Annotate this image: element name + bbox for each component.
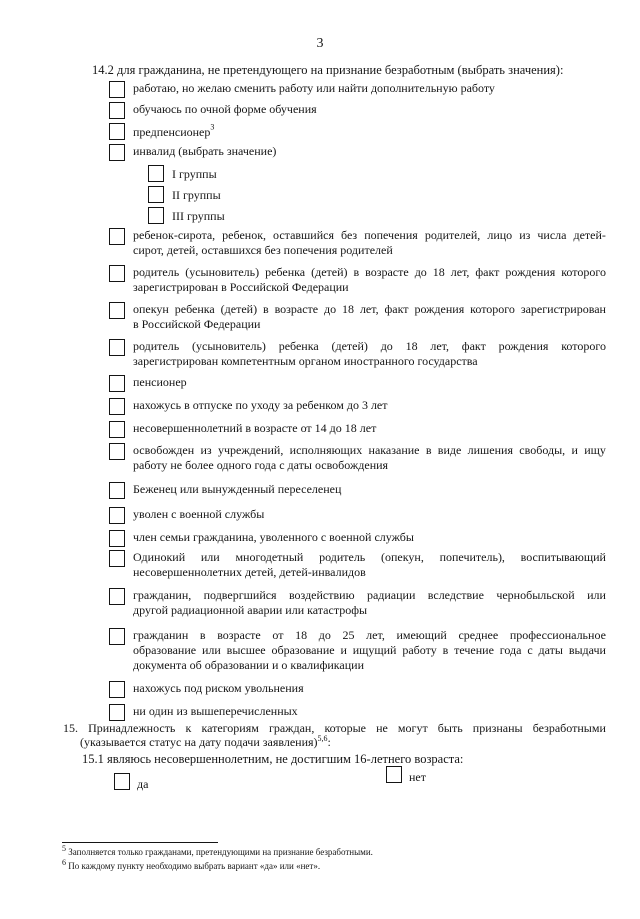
- option-line: [133, 443, 606, 458]
- word: среднее: [458, 628, 499, 642]
- option-checkbox[interactable]: [109, 144, 125, 161]
- word: лишения: [467, 443, 513, 457]
- option-checkbox[interactable]: [109, 375, 125, 392]
- footnote-ref: 3: [210, 122, 215, 132]
- footnote-6-text: По каждому пункту необходимо выбрать вариант «да» или «нет».: [68, 861, 321, 871]
- word: родитель: [133, 265, 180, 279]
- option-text: [133, 81, 606, 96]
- word: и: [340, 643, 347, 657]
- footnote-6-mark: 6: [62, 858, 66, 867]
- word: из: [519, 228, 531, 242]
- option-text: [133, 588, 606, 618]
- word: или: [587, 588, 606, 602]
- word: многодетный: [235, 550, 304, 564]
- word: возрасте: [274, 302, 319, 316]
- word: ищущий: [352, 643, 397, 657]
- word: числа: [537, 228, 567, 242]
- word: образование: [271, 643, 335, 657]
- word: 18: [432, 265, 445, 279]
- option-line: документа об образовании и о квалификации: [133, 658, 365, 672]
- word: чернобыльской: [496, 588, 575, 602]
- option-text: [133, 482, 606, 497]
- option-line: уволен с военной службы: [133, 507, 265, 521]
- word: профессиональное: [509, 628, 606, 642]
- word: года: [499, 643, 522, 657]
- word: образование: [133, 643, 197, 657]
- word: быть: [437, 721, 463, 735]
- word: рождения: [505, 265, 556, 279]
- word: воспитывающий: [520, 550, 606, 564]
- word: категориям: [201, 721, 259, 735]
- word: работу: [402, 643, 437, 657]
- option-text: [133, 507, 606, 522]
- option-checkbox[interactable]: [148, 186, 164, 203]
- word: признаны: [472, 721, 523, 735]
- option-checkbox[interactable]: [109, 681, 125, 698]
- option-line: Беженец или вынужденный переселенец: [133, 482, 342, 496]
- word: факт: [475, 265, 500, 279]
- option-text: [133, 421, 606, 436]
- option-checkbox[interactable]: [109, 704, 125, 721]
- option-checkbox[interactable]: [109, 302, 125, 319]
- option-line: нахожусь под риском увольнения: [133, 681, 304, 695]
- word: от: [272, 628, 284, 642]
- footnote-ref-5-6: 5,6: [317, 734, 328, 743]
- option-line: [133, 339, 606, 354]
- word: 25: [342, 628, 355, 642]
- option-line: ни один из вышеперечисленных: [133, 704, 298, 718]
- section-15-word-1: 15.: [63, 721, 78, 735]
- word: свободы,: [519, 443, 566, 457]
- option-checkbox[interactable]: [109, 550, 125, 567]
- option-text: [133, 628, 606, 673]
- word: рождения: [498, 339, 549, 353]
- option-checkbox[interactable]: [109, 265, 125, 282]
- option-line: [133, 265, 606, 280]
- option-checkbox[interactable]: [109, 628, 125, 645]
- option-line: [133, 643, 606, 658]
- option-line: пенсионер: [133, 375, 187, 389]
- word: радиации: [366, 588, 416, 602]
- option-line: [133, 302, 606, 317]
- option-text: [133, 228, 606, 258]
- word: лет,: [359, 302, 379, 316]
- word: с: [527, 643, 533, 657]
- word: до: [318, 628, 331, 642]
- option-line: зарегистрирован в Российской Федерации: [133, 280, 349, 294]
- word: наказание: [368, 443, 420, 457]
- option-checkbox[interactable]: [109, 421, 125, 438]
- option-text: [133, 681, 606, 696]
- word: в: [262, 302, 269, 316]
- option-line: [133, 228, 606, 243]
- footnote-5-mark: 5: [62, 844, 66, 853]
- footnote-5: [62, 844, 373, 858]
- word: выдачи: [568, 643, 606, 657]
- word: ребенка: [265, 265, 306, 279]
- option-line: несовершеннолетний в возрасте от 14 до 18 лет: [133, 421, 377, 435]
- option-checkbox[interactable]: [109, 339, 125, 356]
- footnote-5-text: Заполняется только гражданами, претендующими на признание безработными.: [68, 847, 373, 857]
- word: 18: [295, 628, 308, 642]
- word: или: [201, 643, 221, 657]
- option-checkbox[interactable]: [148, 207, 164, 224]
- word: ребенок,: [222, 228, 267, 242]
- word: 18: [405, 339, 418, 353]
- word: возрасте: [365, 265, 409, 279]
- option-line: член семьи гражданина, уволенного с военной службы: [133, 530, 414, 544]
- word: родитель: [319, 550, 366, 564]
- word: попечитель),: [439, 550, 505, 564]
- word: или: [200, 550, 220, 564]
- option-line: нахожусь в отпуске по уходу за ребенком до 3 лет: [133, 398, 388, 412]
- option-text: [172, 188, 606, 203]
- question-15-1: 15.1 являюсь несовершеннолетним, не достигшим 16-летнего возраста:: [82, 752, 464, 766]
- word: безработными: [532, 721, 606, 735]
- option-checkbox[interactable]: [109, 228, 125, 245]
- page-number: 3: [316, 36, 324, 51]
- word: детей-: [573, 228, 606, 242]
- word: не: [376, 721, 388, 735]
- option-line: предпенсионер: [133, 125, 211, 139]
- word: вследствие: [427, 588, 484, 602]
- option-text: [133, 375, 606, 390]
- word: лицо: [487, 228, 513, 242]
- option-line: III группы: [172, 209, 225, 223]
- word: (детей): [220, 302, 258, 316]
- option-checkbox[interactable]: [109, 102, 125, 119]
- word: подвергшийся: [203, 588, 277, 602]
- option-line: зарегистрирован компетентным органом иностранного государства: [133, 354, 478, 368]
- option-checkbox[interactable]: [148, 165, 164, 182]
- option-line: обучаюсь по очной форме обучения: [133, 102, 317, 116]
- option-line: [133, 588, 606, 603]
- word: до: [380, 339, 393, 353]
- word: течение: [454, 643, 494, 657]
- section-15-line2-text: (указывается статус на дату подачи заявления): [80, 735, 318, 749]
- option-line: другой радиационной аварии или катастрофы: [133, 603, 368, 617]
- word: (опекун,: [381, 550, 424, 564]
- word: опекун: [133, 302, 169, 316]
- word: в: [199, 628, 206, 642]
- option-line: несовершеннолетних детей, детей-инвалидов: [133, 565, 366, 579]
- word: до: [324, 302, 337, 316]
- word: к: [185, 721, 192, 735]
- option-text: [133, 398, 606, 413]
- option-text: [133, 704, 606, 719]
- option-text: [133, 550, 606, 580]
- word: исполняющих: [289, 443, 363, 457]
- section-15-line2: [80, 735, 331, 750]
- word: 18: [342, 302, 355, 316]
- word: гражданин: [133, 628, 189, 642]
- option-text: [133, 302, 606, 332]
- option-checkbox[interactable]: [109, 123, 125, 140]
- option-checkbox[interactable]: [109, 81, 125, 98]
- word: ребенок-сирота,: [133, 228, 216, 242]
- word: родитель: [133, 339, 180, 353]
- word: которые: [324, 721, 366, 735]
- option-text: [172, 209, 606, 224]
- word: оставшийся: [273, 228, 334, 242]
- section-15-line2-colon: :: [327, 735, 331, 749]
- option-line: II группы: [172, 188, 221, 202]
- option-line: инвалид (выбрать значение): [133, 144, 277, 158]
- option-checkbox[interactable]: [109, 398, 125, 415]
- word: (детей): [331, 339, 368, 353]
- option-checkbox[interactable]: [109, 588, 125, 605]
- word: и: [571, 443, 578, 457]
- word: воздействию: [288, 588, 355, 602]
- option-line: I группы: [172, 167, 217, 181]
- option-text: [133, 144, 606, 159]
- option-text: [172, 167, 606, 182]
- footnote-6: [62, 858, 321, 872]
- word: граждан,: [268, 721, 315, 735]
- label-no: нет: [409, 770, 426, 784]
- word: лет,: [430, 339, 450, 353]
- word: высшее: [226, 643, 266, 657]
- option-text: [133, 530, 606, 545]
- word: освобожден: [133, 443, 195, 457]
- option-line: работу не более одного года с даты освобождения: [133, 458, 389, 472]
- option-checkbox[interactable]: [109, 507, 125, 524]
- option-line: [133, 550, 606, 565]
- label-yes: да: [137, 777, 149, 791]
- word: родителей,: [424, 228, 481, 242]
- word: в: [353, 265, 360, 279]
- word: факт: [461, 339, 486, 353]
- section-14-2-heading: 14.2 для гражданина, не претендующего на признание безработным (выбрать значения):: [92, 63, 564, 77]
- word: даты: [538, 643, 563, 657]
- option-checkbox[interactable]: [109, 443, 125, 460]
- word: до: [414, 265, 427, 279]
- option-text: [133, 123, 606, 141]
- word: в: [425, 443, 432, 457]
- option-line: сирот, детей, оставшихся без попечения родителей: [133, 243, 393, 257]
- word: гражданин,: [133, 588, 192, 602]
- word: которого: [561, 339, 606, 353]
- word: которого: [561, 265, 606, 279]
- word: могут: [397, 721, 428, 735]
- word: Принадлежность: [88, 721, 176, 735]
- word: учреждений,: [217, 443, 284, 457]
- word: лет,: [450, 265, 470, 279]
- word: ребенка: [174, 302, 215, 316]
- option-text: [133, 102, 606, 117]
- word: виде: [437, 443, 462, 457]
- option-text: [133, 265, 606, 295]
- footnote-rule: [62, 842, 218, 843]
- word: в: [442, 643, 449, 657]
- option-text: [133, 339, 606, 369]
- word: (усыновитель): [192, 339, 266, 353]
- option-text: [133, 443, 606, 473]
- word: зарегистрирован: [520, 302, 606, 316]
- word: которого: [470, 302, 515, 316]
- checkbox-yes[interactable]: [114, 773, 130, 790]
- checkbox-no[interactable]: [386, 766, 402, 783]
- section-15-line1: [63, 721, 606, 736]
- word: попечения: [364, 228, 418, 242]
- option-line: [133, 628, 606, 643]
- word: ребенка: [278, 339, 319, 353]
- word: (усыновитель): [185, 265, 260, 279]
- option-checkbox[interactable]: [109, 530, 125, 547]
- option-line: работаю, но желаю сменить работу или найти дополнительную работу: [133, 81, 495, 95]
- word: из: [200, 443, 212, 457]
- word: лет,: [366, 628, 385, 642]
- word: факт: [384, 302, 409, 316]
- word: Одинокий: [133, 550, 186, 564]
- word: возрасте: [217, 628, 261, 642]
- option-line: в Российской Федерации: [133, 317, 261, 331]
- word: (детей): [311, 265, 348, 279]
- word: рождения: [414, 302, 465, 316]
- option-checkbox[interactable]: [109, 482, 125, 499]
- word: ищу: [584, 443, 606, 457]
- word: без: [341, 228, 358, 242]
- word: имеющий: [396, 628, 447, 642]
